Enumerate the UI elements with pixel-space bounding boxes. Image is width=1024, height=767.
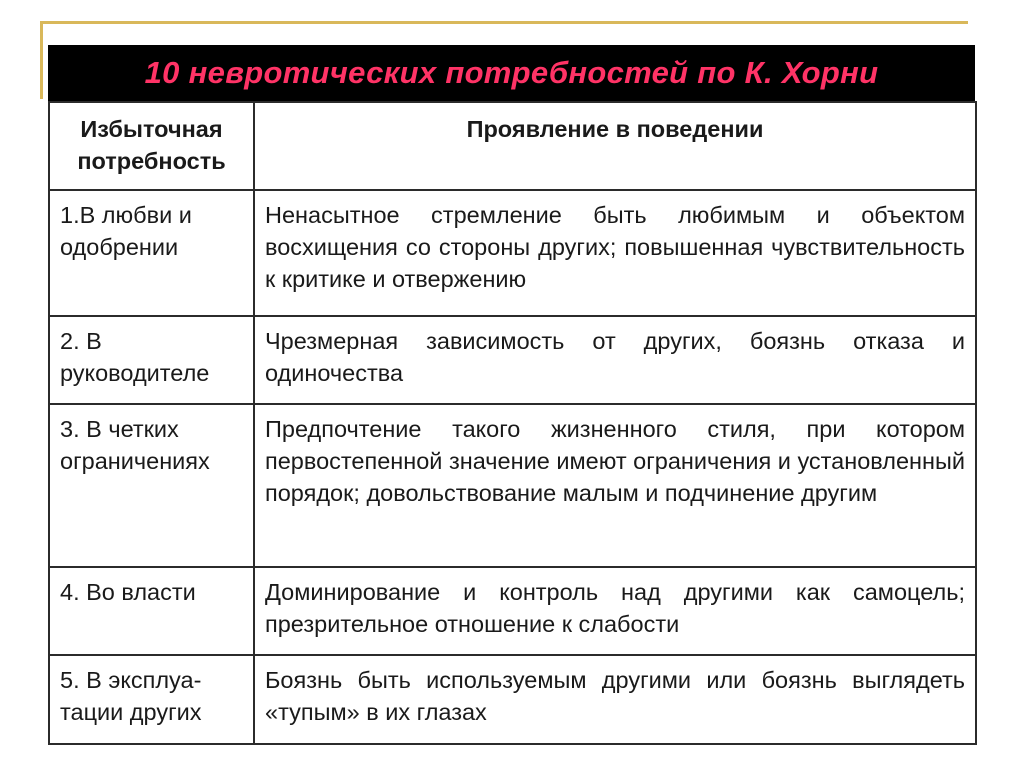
header-need: Избыточная потребность [49, 102, 254, 190]
table-row [49, 567, 976, 655]
behavior-cell: Боязнь быть используемым другими или боязнь выглядеть «тупым» в их глазах [254, 655, 976, 744]
need-cell: 2. В руководителе [49, 316, 254, 404]
decorative-top-line [40, 21, 968, 24]
table-row [49, 404, 976, 567]
needs-table [48, 101, 977, 745]
header-behavior: Проявление в поведении [254, 102, 976, 190]
table-row [49, 316, 976, 404]
need-cell: 4. Во власти [49, 567, 254, 655]
slide-title: 10 невротических потребностей по К. Хорни [144, 55, 879, 90]
table-header-row [49, 102, 976, 190]
decorative-left-line [40, 21, 43, 99]
behavior-cell: Ненасытное стремление быть любимым и объектом восхищения со стороны других; повышенная чувствительность к критике и отвержению [254, 190, 976, 316]
need-cell: 1.В любви и одобрении [49, 190, 254, 316]
need-cell: 5. В эксплуа-тации других [49, 655, 254, 744]
need-cell: 3. В четких ограничениях [49, 404, 254, 567]
slide-title-bar [48, 45, 975, 101]
behavior-cell: Предпочтение такого жизненного стиля, при котором первостепенной значение имеют ограничения и установленный порядок; довольствование малым и подчинение другим [254, 404, 976, 567]
table-row [49, 190, 976, 316]
behavior-cell: Чрезмерная зависимость от других, боязнь отказа и одиночества [254, 316, 976, 404]
table-row [49, 655, 976, 744]
behavior-cell: Доминирование и контроль над другими как самоцель; презрительное отношение к слабости [254, 567, 976, 655]
